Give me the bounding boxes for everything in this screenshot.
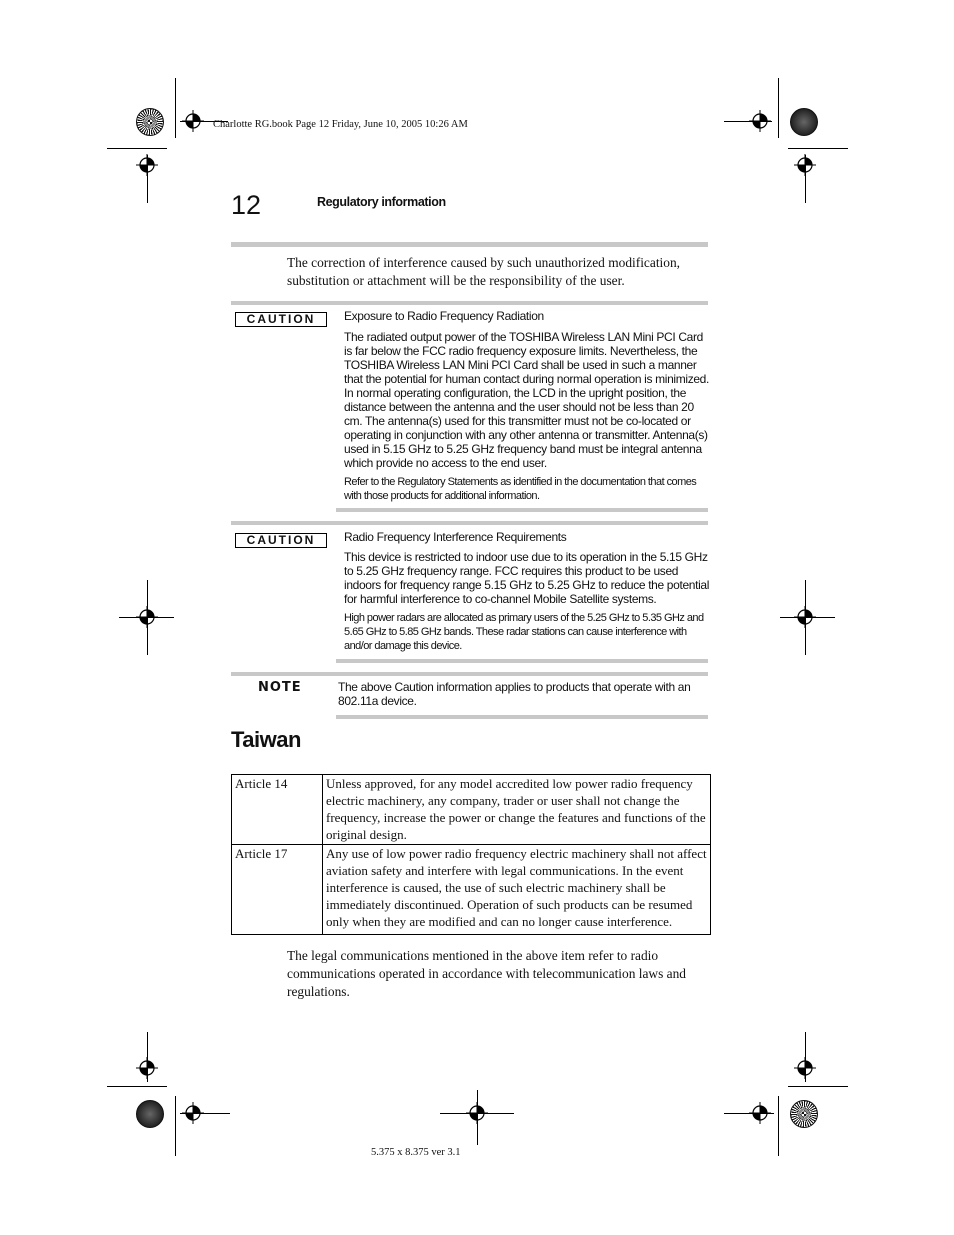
taiwan-articles-table xyxy=(231,774,711,935)
print-header: Charlotte RG.book Page 12 Friday, June 10, 2005 10:26 AM xyxy=(213,119,468,130)
registration-target-icon xyxy=(794,606,816,628)
header-rule xyxy=(231,242,708,247)
caution-footer: High power radars are allocated as primary users of the 5.25 GHz to 5.35 GHz and 5.65 GHz to 5.85 GHz bands. These radar stations can cause interference with and/or damage this device. xyxy=(344,612,704,652)
article-cell: Article 17 xyxy=(232,845,323,935)
registration-target-icon xyxy=(749,110,771,132)
density-disc-icon xyxy=(790,108,818,136)
registration-target-icon xyxy=(466,1102,488,1124)
caution-title: Radio Frequency Interference Requirements xyxy=(344,530,567,544)
caution-top-rule xyxy=(231,521,708,525)
intro-paragraph: The correction of interference caused by such unauthorized modification, substitution or attachment will be the responsibility of the user. xyxy=(287,255,680,288)
registration-target-icon xyxy=(182,1102,204,1124)
caution-label: CAUTION xyxy=(235,312,327,327)
caution-bottom-rule xyxy=(336,508,708,512)
registration-target-icon xyxy=(136,154,158,176)
table-row xyxy=(232,775,711,845)
closing-paragraph: The legal communications mentioned in the above item refer to radio communications operated in accordance with telecommunication laws and regulations. xyxy=(287,948,686,999)
caution-label: CAUTION xyxy=(235,533,327,548)
section-heading: Taiwan xyxy=(231,727,301,752)
note-top-rule xyxy=(231,672,708,676)
density-disc-icon xyxy=(136,108,164,136)
table-row xyxy=(232,845,711,935)
registration-target-icon xyxy=(749,1102,771,1124)
print-footer: 5.375 x 8.375 ver 3.1 xyxy=(371,1147,461,1158)
caution-footer: Refer to the Regulatory Statements as identified in the documentation that comes with those products for additional information. xyxy=(344,476,697,502)
density-disc-icon xyxy=(790,1100,818,1128)
caution-body: The radiated output power of the TOSHIBA Wireless LAN Mini PCI Card is far below the FCC radio frequency exposure limits. Nevertheless, the TOSHIBA Wireless LAN Mini PCI Card shall be used in such a manner that the potential for human contact during normal operation is minimized. In normal operating configuration, the LCD in the upright position, the distance between the antenna and the user should not be less than 20 cm. The antenna(s) used for this transmitter must not be co-located or operating in conjunction with any other antenna or transmitter. Antenna(s) used in 5.15 GHz to 5.25 GHz frequency band must be integral antenna which provide no access to the end user. xyxy=(344,330,709,470)
registration-target-icon xyxy=(136,1057,158,1079)
registration-target-icon xyxy=(136,606,158,628)
note-body: The above Caution information applies to products that operate with an 802.11a device. xyxy=(338,680,691,708)
article-cell: Article 14 xyxy=(232,775,323,845)
note-bottom-rule xyxy=(336,715,708,719)
caution-title: Exposure to Radio Frequency Radiation xyxy=(344,309,544,323)
registration-target-icon xyxy=(794,1057,816,1079)
article-text-cell: Unless approved, for any model accredited low power radio frequency electric machinery, any company, trader or user shall not change the frequency, increase the power or change the features and functions of the original design. xyxy=(323,775,711,845)
registration-target-icon xyxy=(794,154,816,176)
registration-target-icon xyxy=(182,110,204,132)
caution-bottom-rule xyxy=(336,659,708,663)
page-number: 12 xyxy=(231,190,262,220)
density-disc-icon xyxy=(136,1100,164,1128)
running-head: Regulatory information xyxy=(317,195,446,209)
article-text-cell: Any use of low power radio frequency electric machinery shall not affect aviation safety and interfere with legal communications. In the event interference is caused, the use of such electric machinery shall be immediately discontinued. Operation of such products can be resumed only when they are modified and can no longer cause interference. xyxy=(323,845,711,935)
caution-body: This device is restricted to indoor use due to its operation in the 5.15 GHz to 5.25 GHz frequency range. FCC requires this product to be used indoors for frequency range 5.15 GHz to 5.25 GHz to reduce the potential for harmful interference to co-channel Mobile Satellite systems. xyxy=(344,550,710,606)
note-label: NOTE xyxy=(258,680,302,695)
caution-top-rule xyxy=(231,301,708,305)
